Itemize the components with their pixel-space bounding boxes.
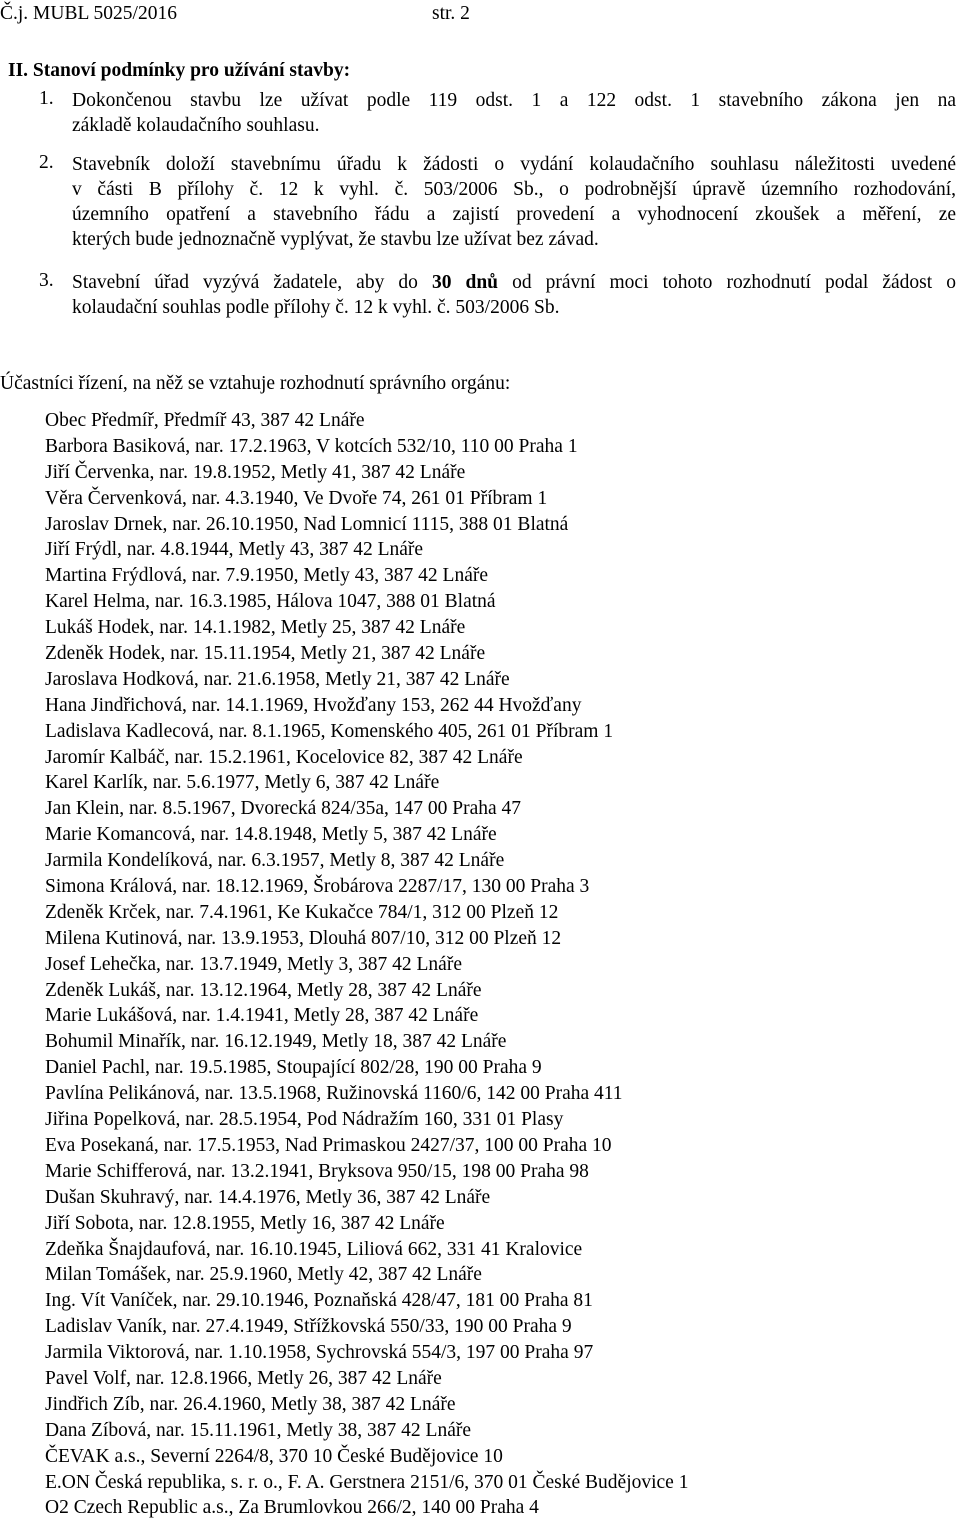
condition-line: základě kolaudačního souhlasu. [72,115,320,136]
participant-item: Jan Klein, nar. 8.5.1967, Dvorecká 824/35a, 147 00 Praha 47 [45,798,522,820]
participant-item: Zdeněk Lukáš, nar. 13.12.1964, Metly 28, 387 42 Lnáře [45,979,482,1001]
participant-item: O2 Czech Republic a.s., Za Brumlovkou 266/2, 140 00 Praha 4 [45,1497,539,1519]
section-heading: II. Stanoví podmínky pro užívání stavby: [8,60,351,81]
document-reference: Č.j. MUBL 5025/2016 [0,3,177,24]
participant-item: Marie Lukášová, nar. 1.4.1941, Metly 28, 387 42 Lnáře [45,1005,479,1027]
participant-item: Obec Předmíř, Předmíř 43, 387 42 Lnáře [45,410,365,431]
participant-item: Ladislava Kadlecová, nar. 8.1.1965, Komenského 405, 261 01 Příbram 1 [45,720,614,742]
participant-item: Hana Jindřichová, nar. 14.1.1969, Hvožďany 153, 262 44 Hvožďany [45,694,582,716]
participant-item: Simona Králová, nar. 18.12.1969, Šrobárova 2287/17, 130 00 Praha 3 [45,876,590,898]
participant-item: E.ON Česká republika, s. r. o., F. A. Gerstnera 2151/6, 370 01 České Budějovice 1 [45,1471,689,1493]
participant-item: Jiří Sobota, nar. 12.8.1955, Metly 16, 387 42 Lnáře [45,1212,445,1234]
condition-line: Stavebník doloží stavebnímu úřadu k žádosti o vydání kolaudačního souhlasu náležitosti uvedené [72,154,956,175]
participant-item: Bohumil Minařík, nar. 16.12.1949, Metly 18, 387 42 Lnáře [45,1031,507,1053]
participant-item: Jaromír Kalbáč, nar. 15.2.1961, Kocelovice 82, 387 42 Lnáře [45,746,523,768]
participant-item: Jaroslava Hodková, nar. 21.6.1958, Metly 21, 387 42 Lnáře [45,668,510,690]
participant-item: Eva Posekaná, nar. 17.5.1953, Nad Primaskou 2427/37, 100 00 Praha 10 [45,1134,612,1156]
participant-item: Milena Kutinová, nar. 13.9.1953, Dlouhá 807/10, 312 00 Plzeň 12 [45,927,562,949]
condition-text [72,88,956,138]
participant-item: Jaroslav Drnek, nar. 26.10.1950, Nad Lomnicí 1115, 388 01 Blatná [45,513,569,535]
participant-item: ČEVAK a.s., Severní 2264/8, 370 10 České Budějovice 10 [45,1445,503,1467]
condition-text [72,152,956,252]
page-number: str. 2 [432,3,470,24]
participants-list [45,408,688,1521]
participants-heading: Účastníci řízení, na něž se vztahuje rozhodnutí správního orgánu: [0,373,511,394]
condition-line: kolaudační souhlas podle přílohy č. 12 k vyhl. č. 503/2006 Sb. [72,297,560,318]
participant-item: Milan Tomášek, nar. 25.9.1960, Metly 42, 387 42 Lnáře [45,1264,482,1286]
condition-line: územního opatření a stavebního řádu a zajistí provedení a vyhodnocení zkoušek a měření, ze [72,204,956,225]
deadline-days: 30 dnů [431,272,499,293]
condition-number: 2. [39,152,54,173]
participant-item: Barbora Basiková, nar. 17.2.1963, V kotcích 532/10, 110 00 Praha 1 [45,435,578,457]
participant-item: Zdeněk Hodek, nar. 15.11.1954, Metly 21, 387 42 Lnáře [45,643,486,665]
participant-item: Pavel Volf, nar. 12.8.1966, Metly 26, 387 42 Lnáře [45,1367,442,1389]
condition-line: kterých bude jednoznačně vyplývat, že stavbu lze užívat bez závad. [72,229,599,250]
participant-item: Lukáš Hodek, nar. 14.1.1982, Metly 25, 387 42 Lnáře [45,617,466,639]
participant-item: Jiří Červenka, nar. 19.8.1952, Metly 41, 387 42 Lnáře [45,461,466,483]
condition-line: Dokončenou stavbu lze užívat podle 119 odst. 1 a 122 odst. 1 stavebního zákona jen na [72,90,956,111]
participant-item: Josef Lehečka, nar. 13.7.1949, Metly 3, 387 42 Lnáře [45,953,462,975]
participant-item: Jindřich Zíb, nar. 26.4.1960, Metly 38, 387 42 Lnáře [45,1393,456,1415]
participant-item: Dušan Skuhravý, nar. 14.4.1976, Metly 36, 387 42 Lnáře [45,1186,491,1208]
condition-text-part: od právní moci tohoto rozhodnutí podal žádost o [498,272,956,293]
participant-item: Karel Helma, nar. 16.3.1985, Hálova 1047, 388 01 Blatná [45,591,496,613]
participant-item: Ing. Vít Vaníček, nar. 29.10.1946, Poznaňská 428/47, 181 00 Praha 81 [45,1290,593,1312]
participant-item: Dana Zíbová, nar. 15.11.1961, Metly 38, 387 42 Lnáře [45,1419,472,1441]
participant-item: Pavlína Pelikánová, nar. 13.5.1968, Ružinovská 1160/6, 142 00 Praha 411 [45,1083,623,1105]
participant-item: Jarmila Kondelíková, nar. 6.3.1957, Metly 8, 387 42 Lnáře [45,850,505,872]
participant-item: Karel Karlík, nar. 5.6.1977, Metly 6, 387 42 Lnáře [45,772,440,794]
participant-item: Daniel Pachl, nar. 19.5.1985, Stoupající 802/28, 190 00 Praha 9 [45,1057,542,1079]
participant-item: Ladislav Vaník, nar. 27.4.1949, Střížkovská 550/33, 190 00 Praha 9 [45,1316,572,1338]
participant-item: Martina Frýdlová, nar. 7.9.1950, Metly 43, 387 42 Lnáře [45,565,489,587]
participant-item: Jarmila Viktorová, nar. 1.10.1958, Sychrovská 554/3, 197 00 Praha 97 [45,1342,594,1364]
participant-item: Marie Schifferová, nar. 13.2.1941, Bryksova 950/15, 198 00 Praha 98 [45,1160,589,1182]
participant-item: Zdeněk Krček, nar. 7.4.1961, Ke Kukačce 784/1, 312 00 Plzeň 12 [45,901,559,923]
condition-line: v části B přílohy č. 12 k vyhl. č. 503/2006 Sb., o podrobnější úpravě územního rozhodování, [72,179,956,200]
participant-item: Marie Komancová, nar. 14.8.1948, Metly 5, 387 42 Lnáře [45,824,497,846]
participant-item: Zdeňka Šnajdaufová, nar. 16.10.1945, Liliová 662, 331 41 Kralovice [45,1238,583,1260]
condition-number: 1. [39,88,54,109]
condition-text-part: Stavební úřad vyzývá žadatele, aby do [72,272,432,293]
participant-item: Jiřina Popelková, nar. 28.5.1954, Pod Nádražím 160, 331 01 Plasy [45,1109,564,1131]
participant-item: Jiří Frýdl, nar. 4.8.1944, Metly 43, 387 42 Lnáře [45,539,424,561]
participant-item: Věra Červenková, nar. 4.3.1940, Ve Dvoře 74, 261 01 Příbram 1 [45,487,548,509]
condition-number: 3. [39,270,54,291]
condition-line [72,270,956,295]
condition-text [72,270,956,320]
